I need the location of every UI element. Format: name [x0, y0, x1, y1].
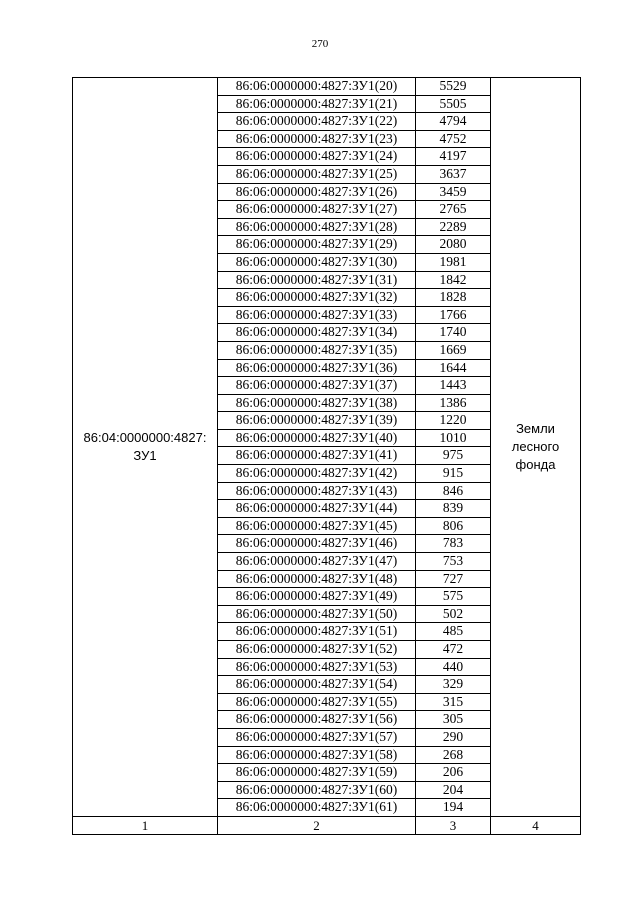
- land-category-text: лесного: [511, 438, 560, 454]
- area-cell: 1443: [416, 377, 491, 395]
- area-cell: 4794: [416, 113, 491, 131]
- area-cell: 4197: [416, 148, 491, 166]
- cadastral-number-cell: 86:06:0000000:4827:ЗУ1(59): [218, 764, 416, 782]
- area-cell: 5505: [416, 95, 491, 113]
- area-cell: 290: [416, 728, 491, 746]
- area-cell: 485: [416, 623, 491, 641]
- area-cell: 1842: [416, 271, 491, 289]
- cadastral-number-cell: 86:06:0000000:4827:ЗУ1(46): [218, 535, 416, 553]
- cadastral-number-cell: 86:06:0000000:4827:ЗУ1(28): [218, 218, 416, 236]
- cadastral-number-cell: 86:06:0000000:4827:ЗУ1(21): [218, 95, 416, 113]
- area-cell: 727: [416, 570, 491, 588]
- cadastral-number-cell: 86:06:0000000:4827:ЗУ1(29): [218, 236, 416, 254]
- cadastral-number-cell: 86:06:0000000:4827:ЗУ1(41): [218, 447, 416, 465]
- cadastral-number-cell: 86:06:0000000:4827:ЗУ1(57): [218, 728, 416, 746]
- cadastral-number-cell: 86:06:0000000:4827:ЗУ1(55): [218, 693, 416, 711]
- area-cell: 305: [416, 711, 491, 729]
- area-cell: 502: [416, 605, 491, 623]
- cadastral-number-cell: 86:06:0000000:4827:ЗУ1(42): [218, 465, 416, 483]
- cadastral-number-cell: 86:06:0000000:4827:ЗУ1(58): [218, 746, 416, 764]
- cadastral-number-cell: 86:06:0000000:4827:ЗУ1(34): [218, 324, 416, 342]
- area-cell: 3459: [416, 183, 491, 201]
- cadastral-number-cell: 86:06:0000000:4827:ЗУ1(45): [218, 517, 416, 535]
- cadastral-number-cell: 86:06:0000000:4827:ЗУ1(44): [218, 500, 416, 518]
- cadastral-number-cell: 86:06:0000000:4827:ЗУ1(56): [218, 711, 416, 729]
- cadastral-number-cell: 86:06:0000000:4827:ЗУ1(24): [218, 148, 416, 166]
- table-row: [73, 78, 581, 96]
- area-cell: 440: [416, 658, 491, 676]
- area-cell: 2765: [416, 201, 491, 219]
- cadastral-number-cell: 86:06:0000000:4827:ЗУ1(30): [218, 253, 416, 271]
- area-cell: 575: [416, 588, 491, 606]
- land-category-text: фонда: [515, 456, 556, 472]
- area-cell: 1740: [416, 324, 491, 342]
- area-cell: 1220: [416, 412, 491, 430]
- area-cell: 268: [416, 746, 491, 764]
- cadastral-number-cell: 86:06:0000000:4827:ЗУ1(50): [218, 605, 416, 623]
- area-cell: 753: [416, 553, 491, 571]
- cadastral-number-cell: 86:06:0000000:4827:ЗУ1(61): [218, 799, 416, 817]
- cadastral-number-cell: 86:06:0000000:4827:ЗУ1(39): [218, 412, 416, 430]
- area-cell: 915: [416, 465, 491, 483]
- area-cell: 846: [416, 482, 491, 500]
- cadastral-number-cell: 86:06:0000000:4827:ЗУ1(37): [218, 377, 416, 395]
- cadastral-number-cell: 86:06:0000000:4827:ЗУ1(40): [218, 429, 416, 447]
- area-cell: 194: [416, 799, 491, 817]
- area-cell: 806: [416, 517, 491, 535]
- land-category-text: Земли: [516, 420, 555, 436]
- cadastral-number-cell: 86:06:0000000:4827:ЗУ1(52): [218, 641, 416, 659]
- area-cell: 1981: [416, 253, 491, 271]
- area-cell: 472: [416, 641, 491, 659]
- cadastral-number-cell: 86:06:0000000:4827:ЗУ1(33): [218, 306, 416, 324]
- area-cell: 315: [416, 693, 491, 711]
- cadastral-number-cell: 86:06:0000000:4827:ЗУ1(54): [218, 676, 416, 694]
- area-cell: 783: [416, 535, 491, 553]
- cadastral-number-cell: 86:06:0000000:4827:ЗУ1(47): [218, 553, 416, 571]
- cadastral-number-cell: 86:06:0000000:4827:ЗУ1(20): [218, 78, 416, 96]
- area-cell: 975: [416, 447, 491, 465]
- parent-parcel-text: ЗУ1: [133, 447, 157, 463]
- area-cell: 5529: [416, 78, 491, 96]
- cadastral-number-cell: 86:06:0000000:4827:ЗУ1(38): [218, 394, 416, 412]
- cadastral-number-cell: 86:06:0000000:4827:ЗУ1(49): [218, 588, 416, 606]
- column-number-cell: 3: [416, 816, 491, 834]
- cadastral-number-cell: 86:06:0000000:4827:ЗУ1(32): [218, 289, 416, 307]
- cadastral-number-cell: 86:06:0000000:4827:ЗУ1(48): [218, 570, 416, 588]
- cadastral-number-cell: 86:06:0000000:4827:ЗУ1(36): [218, 359, 416, 377]
- column-number-cell: 1: [73, 816, 218, 834]
- table-body: [73, 78, 581, 835]
- parent-parcel-text: 86:04:0000000:4827:: [83, 429, 207, 445]
- cadastral-number-cell: 86:06:0000000:4827:ЗУ1(27): [218, 201, 416, 219]
- area-cell: 329: [416, 676, 491, 694]
- page-number: 270: [311, 38, 329, 50]
- area-cell: 1669: [416, 341, 491, 359]
- cadastral-number-cell: 86:06:0000000:4827:ЗУ1(43): [218, 482, 416, 500]
- column-number-cell: 2: [218, 816, 416, 834]
- cadastral-number-cell: 86:06:0000000:4827:ЗУ1(53): [218, 658, 416, 676]
- cadastral-number-cell: 86:06:0000000:4827:ЗУ1(23): [218, 130, 416, 148]
- column-number-row: [73, 816, 581, 834]
- cadastral-number-cell: 86:06:0000000:4827:ЗУ1(22): [218, 113, 416, 131]
- cadastral-number-cell: 86:06:0000000:4827:ЗУ1(31): [218, 271, 416, 289]
- area-cell: 1644: [416, 359, 491, 377]
- land-parcel-table: [72, 77, 581, 835]
- cadastral-number-cell: 86:06:0000000:4827:ЗУ1(35): [218, 341, 416, 359]
- cadastral-number-cell: 86:06:0000000:4827:ЗУ1(51): [218, 623, 416, 641]
- cadastral-number-cell: 86:06:0000000:4827:ЗУ1(26): [218, 183, 416, 201]
- cadastral-number-cell: 86:06:0000000:4827:ЗУ1(60): [218, 781, 416, 799]
- area-cell: 839: [416, 500, 491, 518]
- area-cell: 4752: [416, 130, 491, 148]
- area-cell: 3637: [416, 165, 491, 183]
- area-cell: 206: [416, 764, 491, 782]
- area-cell: 2289: [416, 218, 491, 236]
- area-cell: 204: [416, 781, 491, 799]
- area-cell: 2080: [416, 236, 491, 254]
- land-category-cell: [491, 78, 581, 817]
- area-cell: 1766: [416, 306, 491, 324]
- area-cell: 1010: [416, 429, 491, 447]
- parent-parcel-cell: [73, 78, 218, 817]
- area-cell: 1386: [416, 394, 491, 412]
- column-number-cell: 4: [491, 816, 581, 834]
- area-cell: 1828: [416, 289, 491, 307]
- cadastral-number-cell: 86:06:0000000:4827:ЗУ1(25): [218, 165, 416, 183]
